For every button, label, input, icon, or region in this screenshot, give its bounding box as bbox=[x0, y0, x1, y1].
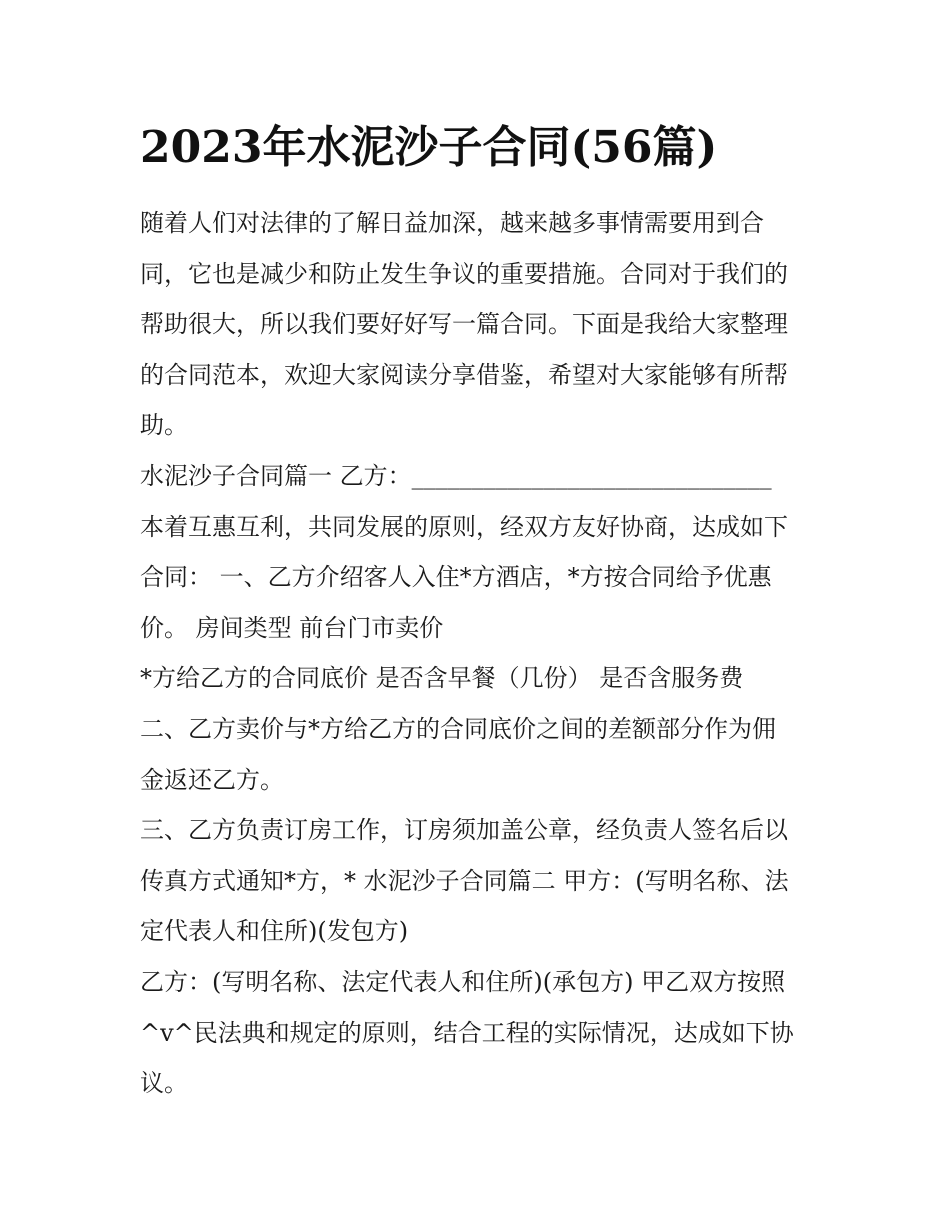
text-line: 二、乙方卖价与*方给乙方的合同底价之间的差额部分作为佣 bbox=[140, 714, 776, 743]
text-line: 价。 房间类型 前台门市卖价 bbox=[140, 613, 444, 642]
text-line: 随着人们对法律的了解日益加深，越来越多事情需要用到合 bbox=[140, 209, 764, 237]
document-body bbox=[140, 198, 820, 1109]
text-line: 议。 bbox=[140, 1069, 188, 1098]
text-line: 金返还乙方。 bbox=[140, 765, 284, 794]
text-line: ^v^民法典和规定的原则，结合工程的实际情况，达成如下协 bbox=[140, 1018, 794, 1047]
text-line: 水泥沙子合同篇一 乙方：______________________________ bbox=[140, 461, 772, 490]
text-line: 同，它也是减少和防止发生争议的重要措施。合同对于我们的 bbox=[140, 259, 788, 288]
text-line: 合同： 一、乙方介绍客人入住*方酒店，*方按合同给予优惠 bbox=[140, 563, 772, 592]
text-line: 的合同范本，欢迎大家阅读分享借鉴，希望对大家能够有所帮 bbox=[140, 360, 788, 389]
text-line: 助。 bbox=[140, 411, 188, 440]
document-title: 2023年水泥沙子合同(56篇) bbox=[140, 122, 718, 173]
text-line: *方给乙方的合同底价 是否含早餐（几份） 是否含服务费 bbox=[140, 664, 744, 693]
text-line: 帮助很大，所以我们要好好写一篇合同。下面是我给大家整理 bbox=[140, 310, 788, 339]
text-line: 传真方式通知*方，* 水泥沙子合同篇二 甲方：(写明名称、法 bbox=[140, 866, 789, 895]
text-line: 乙方：(写明名称、法定代表人和住所)(承包方) 甲乙双方按照 bbox=[140, 967, 786, 996]
text-line: 本着互惠互利，共同发展的原则，经双方友好协商，达成如下 bbox=[140, 512, 788, 541]
text-line: 定代表人和住所)(发包方) bbox=[140, 917, 409, 946]
text-line: 三、乙方负责订房工作，订房须加盖公章，经负责人签名后以 bbox=[140, 816, 788, 845]
